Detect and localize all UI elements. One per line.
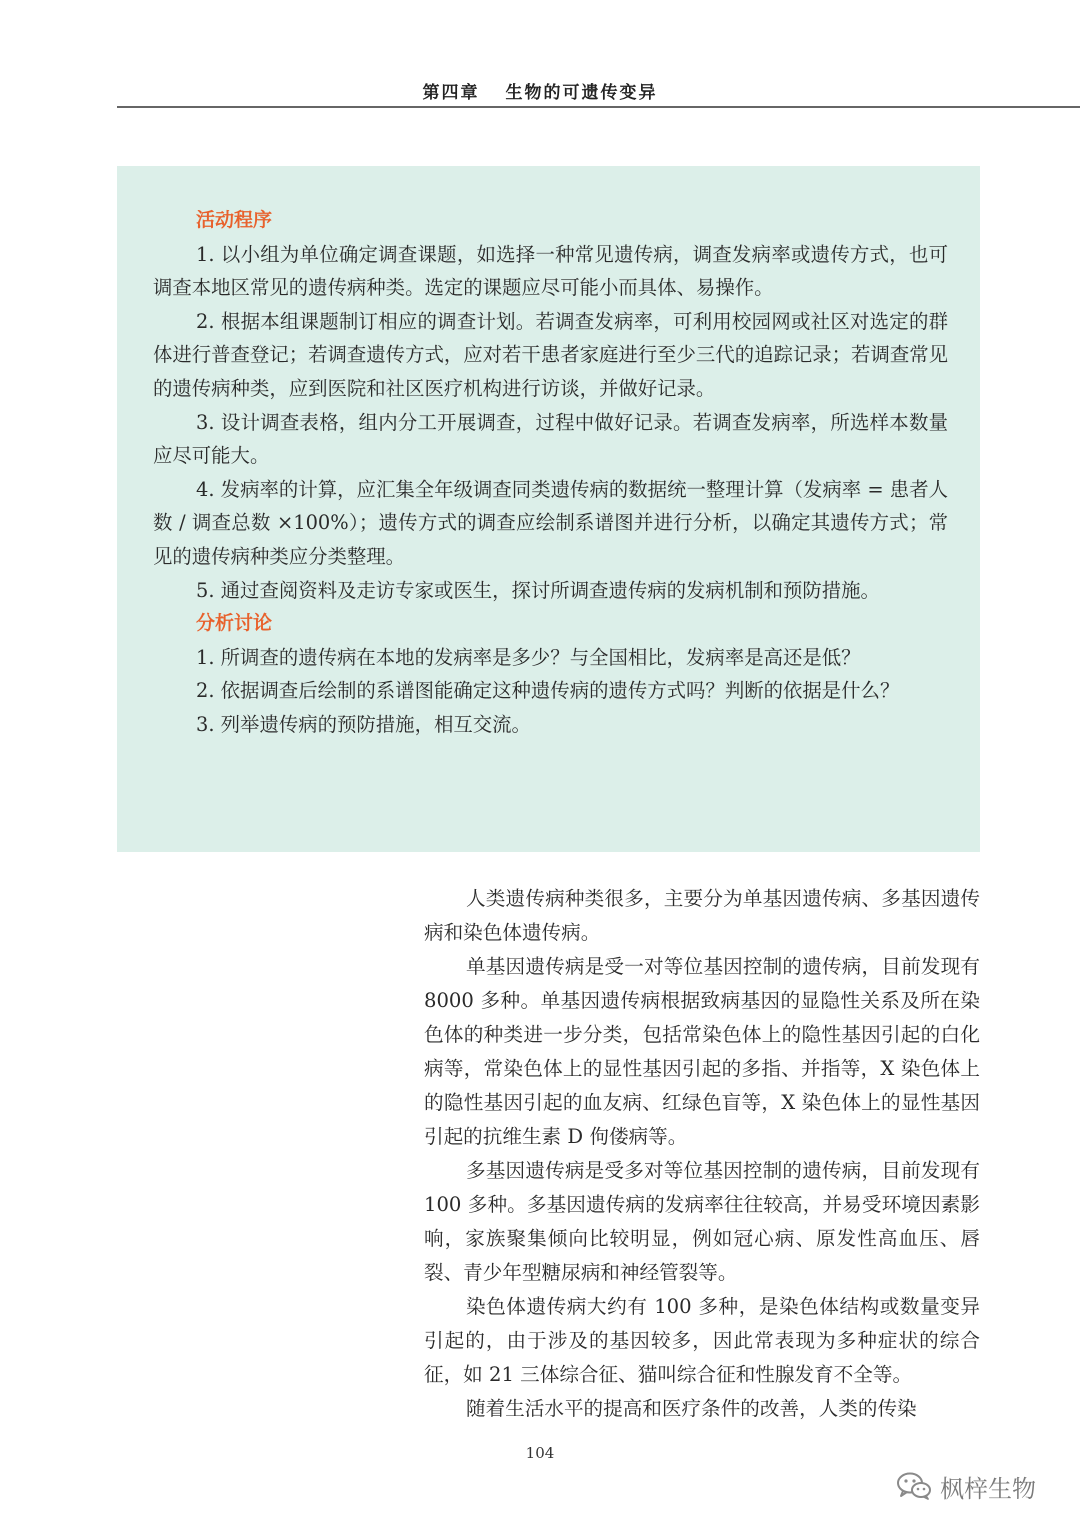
wechat-icon xyxy=(896,1471,932,1501)
running-header xyxy=(0,78,1080,103)
discussion-heading: 分析讨论 xyxy=(196,612,273,635)
body-paragraph: 单基因遗传病是受一对等位基因控制的遗传病，目前发现有 8000 多种。单基因遗传病根据致病基因的显隐性关系及所在染色体的种类进一步分类，包括常染色体上的隐性基因引起的白化病等，常染色体上的显性基因引起的多指、并指等，X 染色体上的隐性基因引起的血友病、红绿色盲等，X 染色体上的显性基因引起的抗维生素 D 佝偻病等。 xyxy=(424,955,980,1148)
watermark-text: 枫梓生物 xyxy=(940,1474,1036,1503)
watermark xyxy=(896,1466,1036,1506)
procedure-step: 3. 设计调查表格，组内分工开展调查，过程中做好记录。若调查发病率，所选样本数量应尽可能大。 xyxy=(153,410,948,468)
procedure-heading: 活动程序 xyxy=(196,209,273,231)
body-paragraph: 随着生活水平的提高和医疗条件的改善，人类的传染 xyxy=(466,1397,917,1420)
chapter-title: 生物的可遗传变异 xyxy=(505,83,658,103)
procedure-step: 2. 根据本组课题制订相应的调查计划。若调查发病率，可利用校园网或社区对选定的群体进行普查登记；若调查遗传方式，应对若干患者家庭进行至少三代的追踪记录；若调查常见的遗传病种类，应到医院和社区医疗机构进行访谈，并做好记录。 xyxy=(153,309,949,400)
body-paragraph: 多基因遗传病是受多对等位基因控制的遗传病，目前发现有 100 多种。多基因遗传病的发病率往往较高，并易受环境因素影响，家族聚集倾向比较明显，例如冠心病、原发性高血压、唇裂、青少年型糖尿病和神经管裂等。 xyxy=(424,1159,980,1284)
body-text xyxy=(424,882,980,1426)
header-rule xyxy=(117,106,1080,108)
body-paragraph: 人类遗传病种类很多，主要分为单基因遗传病、多基因遗传病和染色体遗传病。 xyxy=(424,887,980,944)
discussion-question: 1. 所调查的遗传病在本地的发病率是多少？与全国相比，发病率是高还是低？ xyxy=(196,645,861,669)
body-paragraph: 染色体遗传病大约有 100 多种，是染色体结构或数量变异引起的，由于涉及的基因较多，因此常表现为多种症状的综合征，如 21 三体综合征、猫叫综合征和性腺发育不全等。 xyxy=(424,1295,980,1386)
page-number: 104 xyxy=(525,1444,555,1462)
procedure-step: 4. 发病率的计算，应汇集全年级调查同类遗传病的数据统一整理计算（发病率 = 患者人数 / 调查总数 ×100%）；遗传方式的调查应绘制系谱图并进行分析，以确定其遗传方式；常见的遗传病种类应分类整理。 xyxy=(153,477,948,568)
discussion-question: 2. 依据调查后绘制的系谱图能确定这种遗传病的遗传方式吗？判断的依据是什么？ xyxy=(196,679,900,703)
procedure-step: 5. 通过查阅资料及走访专家或医生，探讨所调查遗传病的发病机制和预防措施。 xyxy=(196,578,880,602)
procedure-step: 1. 以小组为单位确定调查课题，如选择一种常见遗传病，调查发病率或遗传方式，也可调查本地区常见的遗传病种类。选定的课题应尽可能小而具体、易操作。 xyxy=(153,242,948,300)
discussion-question: 3. 列举遗传病的预防措施，相互交流。 xyxy=(196,712,531,736)
activity-content xyxy=(153,204,948,742)
activity-box xyxy=(117,166,980,852)
chapter-number: 第四章 xyxy=(422,83,480,103)
